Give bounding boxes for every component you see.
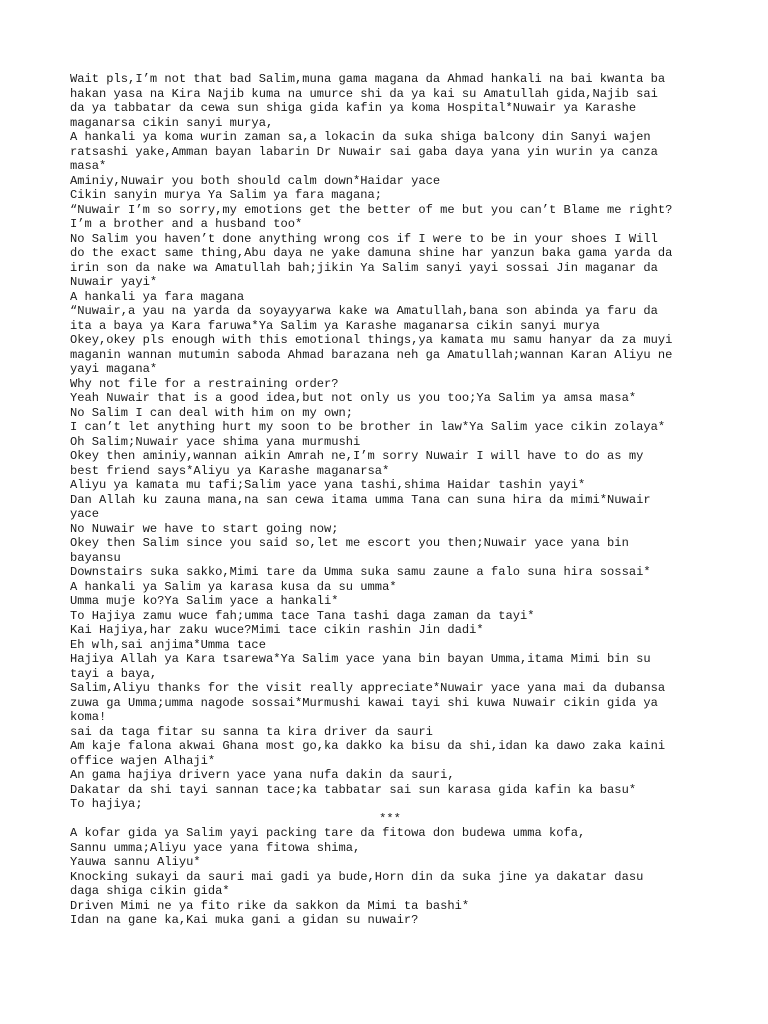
text-line: A hankali ya Salim ya karasa kusa da su umma*: [70, 579, 397, 594]
text-line: Downstairs suka sakko,Mimi tare da Umma suka samu zaune a falo suna hira sossai*: [70, 565, 651, 579]
document-text-part-2: [70, 826, 710, 928]
text-line: zuwa ga Umma;umma nagode sossai*Murmushi kawai tayi shi kuwa Nuwair cikin gida ya: [70, 695, 658, 710]
text-line: ratsashi yake,Amman bayan labarin Dr Nuwair sai gaba daya yana yin wurin ya canza: [70, 144, 658, 159]
text-line: Hajiya Allah ya Kara tsarewa*Ya Salim yace yana bin bayan Umma,itama Mimi bin su: [70, 652, 651, 666]
text-line: Cikin sanyin murya Ya Salim ya fara magana;: [70, 188, 383, 202]
text-line: ita a baya ya Kara faruwa*Ya Salim ya Karashe maganarsa cikin sanyi murya: [70, 318, 600, 333]
text-line: daga shiga cikin gida*: [70, 884, 230, 898]
text-line: irin son da nake wa Amatullah bah;jikin Ya Salim sanyi yayi sossai Jin maganar da: [70, 260, 658, 275]
text-line: Aliyu ya kamata mu tafi;Salim yace yana tashi,shima Haidar tashin yayi*: [70, 478, 586, 492]
text-line: Salim,Aliyu thanks for the visit really appreciate*Nuwair yace yana mai da dubansa: [70, 681, 666, 695]
text-line: “Nuwair I’m so sorry,my emotions get the better of me but you can’t Blame me right?: [70, 202, 673, 217]
text-line: Kai Hajiya,har zaku wuce?Mimi tace cikin rashin Jin dadi*: [70, 623, 484, 637]
text-line: “Nuwair,a yau na yarda da soyayyarwa kake wa Amatullah,bana son abinda ya faru da: [70, 304, 658, 318]
text-line: do the exact same thing,Abu daya ne yake damuna shine har yanzun baka gama yarda da: [70, 246, 673, 260]
text-line: No Salim I can deal with him on my own;: [70, 405, 354, 420]
text-line: Oh Salim;Nuwair yace shima yana murmushi: [70, 434, 361, 449]
text-line: A hankali ya fara magana: [70, 289, 245, 304]
text-line: office wajen Alhaji*: [70, 753, 216, 768]
text-line: No Nuwair we have to start going now;: [70, 521, 339, 536]
text-line: yace: [70, 507, 100, 521]
document-text-part-1: [70, 72, 710, 812]
text-line: maganin wannan mutumin saboda Ahmad barazana neh ga Amatullah;wannan Karan Aliyu ne: [70, 347, 673, 362]
text-line: To Hajiya zamu wuce fah;umma tace Tana tashi daga zaman da tayi*: [70, 608, 535, 623]
text-line: A hankali ya koma wurin zaman sa,a lokacin da suka shiga balcony din Sanyi wajen: [70, 130, 651, 144]
text-line: Nuwair yayi*: [70, 275, 158, 289]
text-line: A kofar gida ya Salim yayi packing tare da fitowa don budewa umma kofa,: [70, 826, 586, 840]
text-line: I can’t let anything hurt my soon to be brother in law*Ya Salim yace cikin zolaya*: [70, 420, 666, 434]
text-line: To hajiya;: [70, 797, 143, 811]
text-line: maganarsa cikin sanyi murya,: [70, 115, 274, 130]
text-line: koma!: [70, 710, 107, 724]
text-line: yayi magana*: [70, 362, 158, 376]
text-line: best friend says*Aliyu ya Karashe maganarsa*: [70, 463, 390, 478]
text-line: Am kaje falona akwai Ghana most go,ka dakko ka bisu da shi,idan ka dawo zaka kaini: [70, 739, 666, 753]
text-line: No Salim you haven’t done anything wrong cos if I were to be in your shoes I Will: [70, 231, 658, 246]
text-line: Okey then aminiy,wannan aikin Amrah ne,I’m sorry Nuwair I will have to do as my: [70, 449, 644, 463]
document-body: [70, 72, 710, 928]
text-line: Okey,okey pls enough with this emotional things,ya kamata mu samu hanyar da za muyi: [70, 333, 673, 347]
text-line: An gama hajiya drivern yace yana nufa dakin da sauri,: [70, 768, 455, 782]
text-line: bayansu: [70, 550, 121, 565]
text-line: Okey then Salim since you said so,let me escort you then;Nuwair yace yana bin: [70, 536, 629, 550]
text-line: Sannu umma;Aliyu yace yana fitowa shima,: [70, 840, 361, 855]
text-line: tayi a baya,: [70, 666, 158, 681]
text-line: Dan Allah ku zauna mana,na san cewa itama umma Tana can suna hira da mimi*Nuwair: [70, 492, 651, 507]
text-line: sai da taga fitar su sanna ta kira driver da sauri: [70, 724, 433, 739]
text-line: da ya tabbatar da cewa sun shiga gida kafin ya koma Hospital*Nuwair ya Karashe: [70, 101, 637, 115]
text-line: Yauwa sannu Aliyu*: [70, 855, 201, 869]
text-line: Dakatar da shi tayi sannan tace;ka tabbatar sai sun karasa gida kafin ka basu*: [70, 782, 637, 797]
text-line: masa*: [70, 159, 107, 173]
text-line: Knocking sukayi da sauri mai gadi ya bude,Horn din da suka jine ya dakatar dasu: [70, 869, 644, 884]
text-line: Wait pls,I’m not that bad Salim,muna gama magana da Ahmad hankali na bai kwanta ba: [70, 72, 666, 86]
text-line: Eh wlh,sai anjima*Umma tace: [70, 637, 266, 652]
text-line: I’m a brother and a husband too*: [70, 217, 303, 231]
text-line: Driven Mimi ne ya fito rike da sakkon da Mimi ta bashi*: [70, 898, 470, 913]
text-line: Idan na gane ka,Kai muka gani a gidan su nuwair?: [70, 913, 419, 927]
text-line: Yeah Nuwair that is a good idea,but not only us you too;Ya Salim ya amsa masa*: [70, 391, 637, 405]
section-separator: ***: [379, 811, 401, 826]
text-line: Aminiy,Nuwair you both should calm down*Haidar yace: [70, 173, 441, 188]
text-line: hakan yasa na Kira Najib kuma na umurce shi da ya kai su Amatullah gida,Najib sai: [70, 86, 658, 101]
text-line: Why not file for a restraining order?: [70, 376, 339, 391]
text-line: Umma muje ko?Ya Salim yace a hankali*: [70, 594, 339, 608]
